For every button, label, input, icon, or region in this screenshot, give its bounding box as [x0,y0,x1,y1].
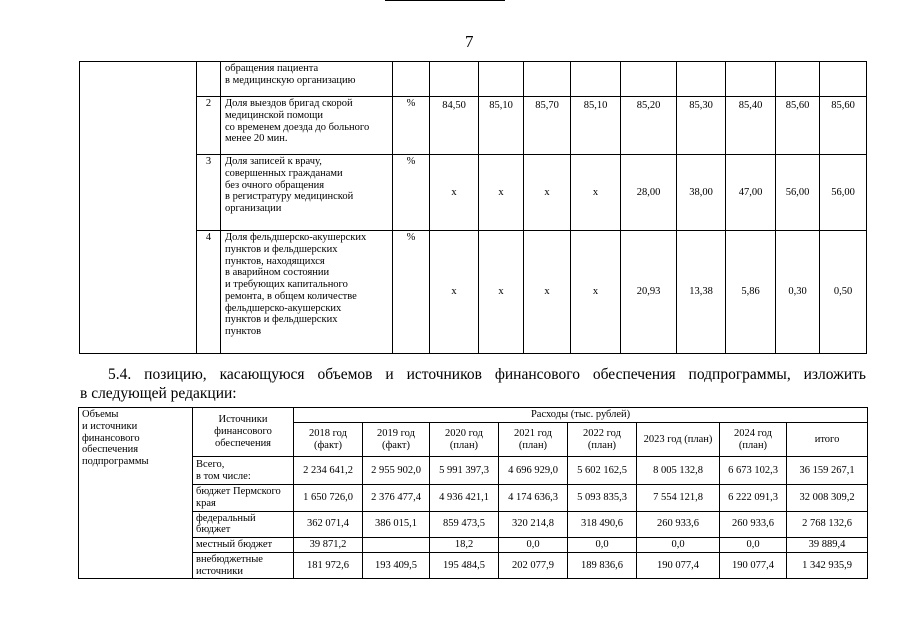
value-cell: 85,10 [571,97,621,155]
value-cell: 4 174 636,3 [499,485,568,512]
value-cell: x [479,155,524,231]
total-header: итого [787,423,868,457]
value-cell: 39 889,4 [787,538,868,553]
value-cell: 38,00 [677,155,726,231]
blank-cell [80,62,197,354]
table-row [80,155,867,231]
value-cell: 2 234 641,2 [294,457,363,485]
unit-cell: % [393,231,430,354]
source-label: бюджет Пермского края [193,485,294,512]
value-cell: 85,70 [524,97,571,155]
value-cell: x [479,231,524,354]
page-number: 7 [465,32,474,51]
value-cell: 85,60 [776,97,820,155]
year-header: 2021 год (план) [499,423,568,457]
value-cell: 2 376 477,4 [363,485,430,512]
year-header: 2018 год (факт) [294,423,363,457]
paragraph-line-2: в следующей редакции: [80,385,237,402]
top-rule [385,0,505,1]
value-cell: 85,20 [621,97,677,155]
value-cell: 318 490,6 [568,511,637,538]
unit-cell: % [393,97,430,155]
value-cell: 85,40 [726,97,776,155]
source-label: внебюджетные источники [193,552,294,579]
value-cell: x [571,155,621,231]
value-cell: 56,00 [776,155,820,231]
value-cell: 0,50 [820,231,867,354]
value-cell: 32 008 309,2 [787,485,868,512]
table-row [79,538,868,553]
value-cell: 5,86 [726,231,776,354]
year-header: 2020 год (план) [430,423,499,457]
value-cell: 6 673 102,3 [720,457,787,485]
finance-table [78,407,868,579]
value-cell: 6 222 091,3 [720,485,787,512]
value-cell: 1 342 935,9 [787,552,868,579]
indicator-name: Доля записей к врачу, совершенных гражданами без очного обращения в регистратуру медицинской организации [221,155,393,231]
row-number: 4 [197,231,221,354]
source-label: Всего, в том числе: [193,457,294,485]
unit-cell [393,62,430,97]
value-cell: 320 214,8 [499,511,568,538]
row-number: 2 [197,97,221,155]
num-cell [197,62,221,97]
value-cell: 5 991 397,3 [430,457,499,485]
sources-header: Источники финансового обеспечения [193,408,294,457]
value-cell: 0,0 [720,538,787,553]
table-row [79,511,868,538]
value-cell: 362 071,4 [294,511,363,538]
value-cell: 47,00 [726,155,776,231]
value-cell: 0,0 [637,538,720,553]
table-row [80,62,867,97]
value-cell: 260 933,6 [637,511,720,538]
year-header: 2023 год (план) [637,423,720,457]
amendment-paragraph [80,365,866,403]
value-cell: 85,10 [479,97,524,155]
value-cell: x [524,155,571,231]
value-cell: 85,60 [820,97,867,155]
indicator-name: Доля фельдшерско-акушерских пунктов и фельдшерских пунктов, находящихся в аварийном состоянии и требующих капитального ремонта, в общем количестве фельдшерско-акушерских пунктов и фельдшерских пунктов [221,231,393,354]
value-cell: 84,50 [430,97,479,155]
year-header: 2024 год (план) [720,423,787,457]
value-cell: 386 015,1 [363,511,430,538]
source-label: федеральный бюджет [193,511,294,538]
table-row [79,408,868,423]
value-cell: 8 005 132,8 [637,457,720,485]
value-cell: 2 768 132,6 [787,511,868,538]
value-cell: 195 484,5 [430,552,499,579]
table-row [79,485,868,512]
expenses-header: Расходы (тыс. рублей) [294,408,868,423]
value-cell: 2 955 902,0 [363,457,430,485]
value-cell: 7 554 121,8 [637,485,720,512]
table-row [79,457,868,485]
value-cell: x [430,231,479,354]
value-cell: 202 077,9 [499,552,568,579]
indicator-name: обращения пациента в медицинскую организацию [221,62,393,97]
value-cell: x [430,155,479,231]
table-row [80,231,867,354]
value-cell: 36 159 267,1 [787,457,868,485]
value-cell: x [571,231,621,354]
value-cell: 193 409,5 [363,552,430,579]
value-cell: 28,00 [621,155,677,231]
value-cell: 0,30 [776,231,820,354]
value-cell: 189 836,6 [568,552,637,579]
value-cell: 190 077,4 [720,552,787,579]
unit-cell: % [393,155,430,231]
value-cell: 260 933,6 [720,511,787,538]
value-cell: 0,0 [568,538,637,553]
indicator-name: Доля выездов бригад скорой медицинской помощи со временем доезда до больного менее 20 мин. [221,97,393,155]
year-header: 2019 год (факт) [363,423,430,457]
value-cell: x [524,231,571,354]
value-cell: 0,0 [499,538,568,553]
value-cell: 4 696 929,0 [499,457,568,485]
section-label: Объемы и источники финансового обеспечения подпрограммы [79,408,193,579]
source-label: местный бюджет [193,538,294,553]
value-cell: 56,00 [820,155,867,231]
year-header: 2022 год (план) [568,423,637,457]
value-cell: 859 473,5 [430,511,499,538]
value-cell: 1 650 726,0 [294,485,363,512]
value-cell: 13,38 [677,231,726,354]
row-number: 3 [197,155,221,231]
value-cell: 5 602 162,5 [568,457,637,485]
value-cell: 85,30 [677,97,726,155]
table-row [80,97,867,155]
value-cell: 181 972,6 [294,552,363,579]
value-cell: 4 936 421,1 [430,485,499,512]
value-cell: 190 077,4 [637,552,720,579]
indicators-table [79,61,867,354]
paragraph-line-1: 5.4. позицию, касающуюся объемов и источников финансового обеспечения подпрограммы, изложить [108,366,866,383]
value-cell: 20,93 [621,231,677,354]
value-cell [363,538,430,553]
value-cell: 5 093 835,3 [568,485,637,512]
value-cell: 18,2 [430,538,499,553]
table-row [79,552,868,579]
value-cell: 39 871,2 [294,538,363,553]
